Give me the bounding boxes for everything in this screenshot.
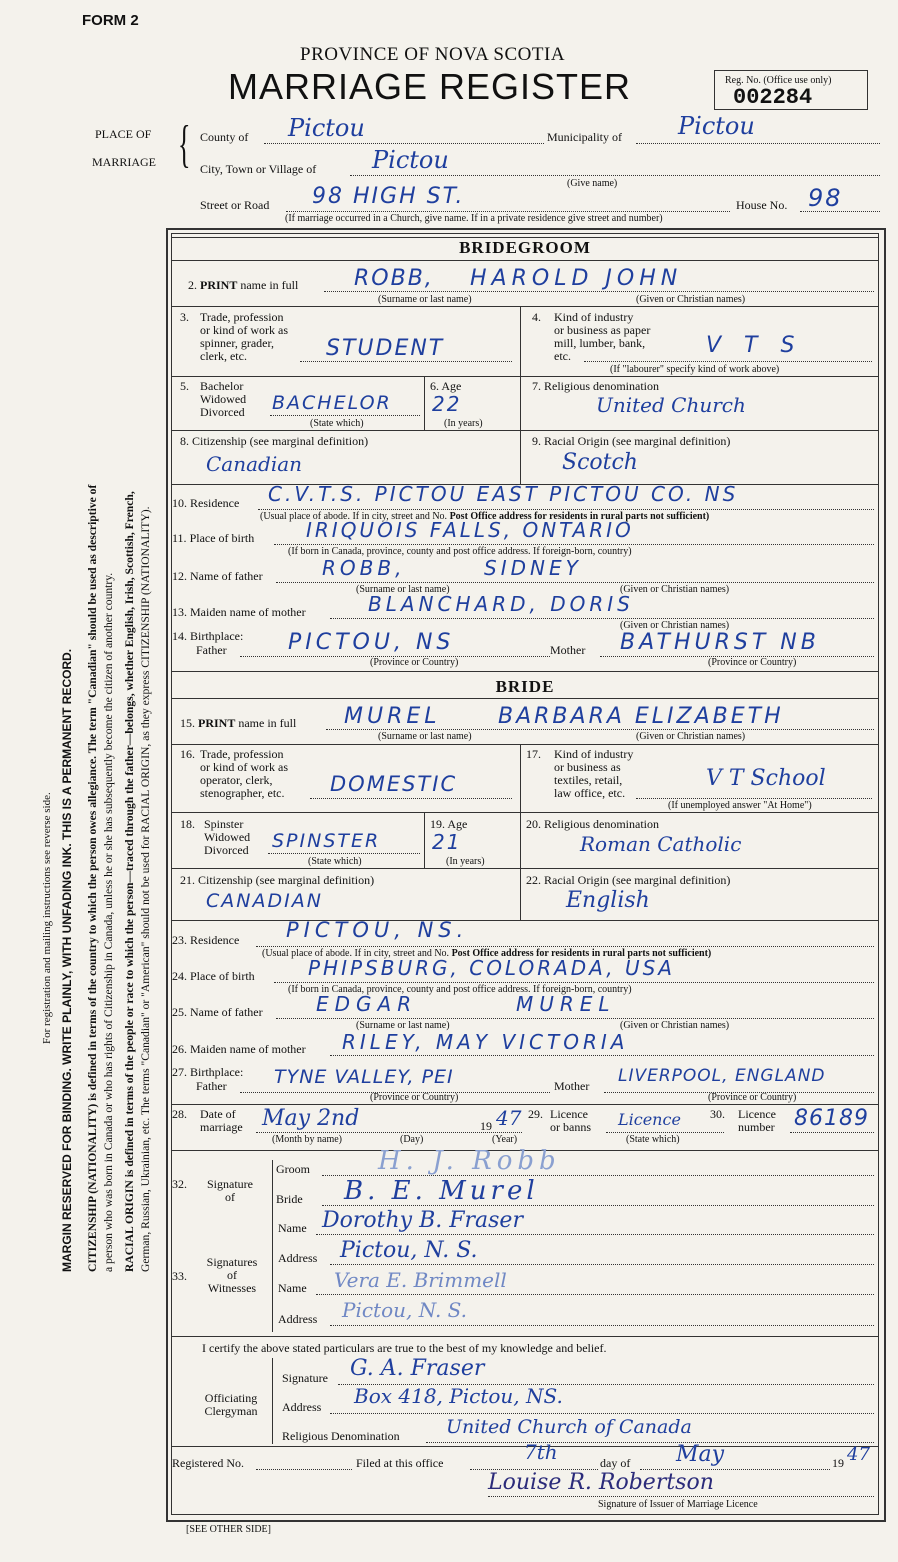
rule — [520, 868, 521, 920]
in-years-hint: (In years) — [446, 856, 485, 867]
groom-surname: ROBB, — [354, 266, 434, 291]
field-num: 23. — [172, 933, 187, 947]
birthplace-label: Place of birth — [189, 531, 255, 545]
industry-hint: (If "labourer" specify kind of work above) — [610, 364, 780, 375]
county-label: County of — [200, 130, 249, 144]
clergy-address: Box 418, Pictou, NS. — [354, 1384, 563, 1408]
father-label-2: Father — [196, 1079, 227, 1093]
registered-label: Registered No. — [172, 1456, 244, 1470]
bride-religion: Roman Catholic — [580, 832, 742, 856]
province-hint: (Province or Country) — [370, 657, 459, 668]
state-which-hint: (State which) — [308, 856, 362, 867]
rule — [172, 698, 878, 699]
bride-trade-label — [200, 748, 288, 800]
birthplace-hint: (If born in Canada, province, county and post office address. If foreign-born, country) — [288, 984, 632, 995]
given-hint: (Given or Christian names) — [620, 1020, 730, 1031]
groom-religion: United Church — [596, 393, 746, 417]
rule — [426, 1442, 874, 1443]
field-num: 10. — [172, 496, 187, 510]
field-num: 27. — [172, 1065, 187, 1079]
bride-father-birthplace: TYNE VALLEY, PEI — [274, 1066, 454, 1088]
rule — [520, 376, 521, 430]
day-hint: (Day) — [400, 1134, 424, 1145]
label-line: law office, etc. — [554, 786, 626, 800]
mother-label-2: Mother — [554, 1079, 590, 1093]
field-num: 7. — [532, 379, 541, 393]
label-line: Witnesses — [207, 1281, 257, 1295]
field-num: 3. — [180, 310, 189, 324]
field-num: 17. — [526, 747, 541, 761]
field-num: 26. — [172, 1042, 187, 1056]
rule — [330, 1413, 874, 1414]
unemployed-hint: (If unemployed answer "At Home") — [668, 800, 812, 811]
residence-hint-2: Post Office address for residents in rural parts not sufficient) — [451, 948, 712, 959]
bride-industry-label — [554, 748, 633, 800]
rule — [172, 1104, 878, 1105]
rule — [268, 853, 420, 854]
citizenship-label: Citizenship (see marginal definition) — [192, 434, 369, 448]
groom-trade-label — [200, 311, 288, 363]
licence-number: 86189 — [794, 1106, 869, 1131]
filed-year: 47 — [847, 1444, 870, 1465]
label-line: Kind of industry — [554, 747, 634, 761]
bride-industry: V T School — [706, 766, 826, 791]
given-hint: (Given or Christian names) — [620, 584, 730, 595]
field-num: 21. — [180, 873, 195, 887]
municipality-line — [636, 143, 880, 144]
parents-birthplace-label: Birthplace: — [190, 1065, 244, 1079]
given-hint: (Given or Christian names) — [636, 294, 746, 305]
clergy-denomination: United Church of Canada — [446, 1416, 692, 1438]
bride-racial: English — [566, 888, 650, 913]
birthplace-label: Place of birth — [190, 969, 255, 983]
label-line: Bachelor — [200, 379, 244, 393]
rule — [330, 1055, 874, 1056]
bride-citizenship: CANADIAN — [206, 890, 323, 912]
margin-line-4: a person who was born in Canada or who has rights of Citizenship in Canada, unless he or she has subsequently become the citizen of another country. — [102, 572, 115, 1272]
county-line — [264, 143, 544, 144]
groom-father-given: SIDNEY — [484, 556, 582, 580]
groom-racial: Scotch — [562, 450, 638, 475]
rule — [272, 1160, 273, 1218]
mother-label: Maiden name of mother — [190, 1042, 306, 1056]
denomination-label: Religious Denomination — [282, 1429, 400, 1443]
groom-industry-label — [554, 311, 650, 363]
rule — [256, 946, 874, 947]
margin-line-5: RACIAL ORIGIN is defined in terms of the people or race to which the person—traced through the father—belongs, whether English, Irish, Scottish, French, — [123, 491, 136, 1272]
year-prefix: 19 — [480, 1119, 492, 1133]
rule — [488, 1496, 874, 1497]
age-label: Age — [441, 379, 462, 393]
citizenship-label: Citizenship (see marginal definition) — [198, 873, 375, 887]
label-line: Divorced — [204, 843, 249, 857]
label-line: Officiating — [204, 1391, 258, 1405]
rule — [316, 1294, 874, 1295]
reg-no-label: Reg. No. (Office use only) — [725, 75, 832, 86]
rule — [258, 509, 874, 510]
field-num: 25. — [172, 1005, 187, 1019]
groom-name-line — [324, 291, 874, 292]
label-line: clerk, etc. — [200, 349, 247, 363]
rule — [172, 1336, 878, 1337]
marriage-date: May 2nd — [262, 1106, 360, 1131]
label-line: of — [227, 1268, 237, 1282]
label-line: Signature — [207, 1177, 253, 1191]
field-num: 22. — [526, 873, 541, 887]
surname-hint: (Surname or last name) — [378, 731, 472, 742]
municipality-value: Pictou — [678, 112, 755, 140]
label-line: etc. — [554, 349, 571, 363]
field-num: 24. — [172, 969, 187, 983]
rule — [172, 260, 878, 261]
label-line: or business as — [554, 760, 621, 774]
field-num: 33. — [172, 1269, 187, 1283]
residence-hint-2: Post Office address for residents in rural parts not sufficient) — [449, 511, 710, 522]
witness-address-label: Address — [278, 1312, 318, 1326]
father-label-2: Father — [196, 643, 227, 657]
licence-number-label — [738, 1108, 776, 1134]
field-num: 9. — [532, 434, 541, 448]
rule — [316, 1234, 874, 1235]
clergy-address-label: Address — [282, 1400, 322, 1414]
residence-hint-1: (Usual place of abode. If in city, street and No. — [260, 511, 448, 522]
racial-label: Racial Origin (see marginal definition) — [544, 434, 731, 448]
reg-no-box — [714, 70, 868, 110]
field-num: 32. — [172, 1177, 187, 1191]
groom-father-surname: ROBB, — [322, 556, 406, 580]
religion-label: Religious denomination — [544, 817, 659, 831]
witness1-address: Pictou, N. S. — [340, 1238, 478, 1263]
rule — [272, 1218, 273, 1332]
label-line: Widowed — [204, 830, 251, 844]
rule — [274, 544, 874, 545]
bridegroom-heading: BRIDEGROOM — [459, 238, 591, 257]
margin-line-3: CITIZENSHIP (NATIONALITY) is defined in terms of the country to which the person owes allegiance. The term "Canadian" should be used as descriptive of — [86, 484, 99, 1272]
bride-label: Bride — [276, 1192, 303, 1206]
groom-trade: STUDENT — [326, 336, 445, 361]
bride-age: 21 — [432, 830, 462, 854]
label-line: or kind of work as — [200, 323, 288, 337]
bride-surname: MUREL — [344, 704, 441, 729]
rule — [276, 582, 874, 583]
house-value: 98 — [808, 184, 843, 212]
age-label: Age — [447, 817, 468, 831]
street-label: Street or Road — [200, 198, 270, 212]
bride-father-given: EDGAR — [316, 992, 418, 1016]
bride-mother-birthplace: LIVERPOOL, ENGLAND — [618, 1066, 826, 1086]
place-brace: { — [178, 116, 191, 173]
rule — [310, 798, 512, 799]
signature-of-label — [198, 1178, 262, 1204]
rule — [172, 306, 878, 307]
groom-status: BACHELOR — [272, 392, 392, 414]
province-hint: (Province or Country) — [708, 657, 797, 668]
reg-no-value: 002284 — [733, 85, 813, 110]
in-years-hint: (In years) — [444, 418, 483, 429]
father-label: Name of father — [190, 1005, 263, 1019]
form-label: FORM 2 — [82, 12, 139, 29]
rule — [272, 1358, 273, 1444]
rule — [300, 361, 512, 362]
groom-mother: BLANCHARD, DORIS — [368, 592, 634, 616]
name-in-full-label: name in full — [240, 278, 299, 292]
filed-month: May — [676, 1442, 725, 1467]
bride-signature: B. E. Murel — [344, 1176, 539, 1206]
field-num: 6. — [430, 379, 439, 393]
groom-label: Groom — [276, 1162, 310, 1176]
rule — [520, 812, 521, 868]
label-line: textiles, retail, — [554, 773, 623, 787]
label-line: of — [225, 1190, 235, 1204]
groom-father-birthplace: PICTOU, NS — [288, 630, 455, 655]
year-hint: (Year) — [492, 1134, 518, 1145]
month-hint: (Month by name) — [272, 1134, 342, 1145]
rule — [790, 1132, 874, 1133]
field-num: 8. — [180, 434, 189, 448]
place-label-2: MARRIAGE — [92, 155, 157, 169]
label-line: Trade, profession — [200, 747, 284, 761]
licence-type-label — [550, 1108, 591, 1134]
licence-type: Licence — [618, 1110, 681, 1129]
field-num: 16. — [180, 747, 195, 761]
field-num: 19. — [430, 817, 445, 831]
field-num: 15. — [180, 716, 195, 730]
state-which-hint: (State which) — [626, 1134, 680, 1145]
label-line: Divorced — [200, 405, 245, 419]
margin-line-2: MARGIN RESERVED FOR BINDING. WRITE PLAINLY, WITH UNFADING INK. THIS IS A PERMANENT RECORD. — [60, 648, 74, 1272]
field-num: 2. — [188, 278, 197, 292]
label-line: marriage — [200, 1120, 243, 1134]
groom-signature: H. J. Robb — [378, 1146, 561, 1176]
groom-age: 22 — [432, 392, 462, 416]
father-label: Name of father — [190, 569, 263, 583]
given-hint: (Given or Christian names) — [620, 620, 730, 631]
house-label: House No. — [736, 198, 788, 212]
bride-given: BARBARA ELIZABETH — [498, 704, 784, 729]
parents-birthplace-label: Birthplace: — [190, 629, 244, 643]
surname-hint: (Surname or last name) — [356, 584, 450, 595]
birthplace-hint: (If born in Canada, province, county and post office address. If foreign-born, country) — [288, 546, 632, 557]
rule — [636, 798, 872, 799]
issuer-signature: Louise R. Robertson — [488, 1470, 714, 1495]
witness2-name: Vera E. Brimmell — [334, 1268, 507, 1292]
city-value: Pictou — [372, 146, 449, 174]
rule — [326, 729, 874, 730]
witnesses-label — [196, 1256, 268, 1295]
label-line: Licence — [550, 1107, 588, 1121]
label-line: Date of — [200, 1107, 236, 1121]
rule — [424, 812, 425, 868]
certify-text: I certify the above stated particulars are true to the best of my knowledge and belief. — [202, 1341, 607, 1355]
label-line: or banns — [550, 1120, 591, 1134]
label-line: Spinster — [204, 817, 244, 831]
residence-hint-1: (Usual place of abode. If in city, street and No. — [262, 948, 450, 959]
label-line: Clergyman — [204, 1404, 258, 1418]
label-line: spinner, grader, — [200, 336, 275, 350]
groom-residence: C.V.T.S. PICTOU EAST PICTOU CO. NS — [268, 482, 739, 506]
field-num: 18. — [180, 817, 195, 831]
give-name-hint: (Give name) — [567, 178, 618, 189]
filed-day: 7th — [524, 1440, 558, 1464]
city-label: City, Town or Village of — [200, 162, 317, 176]
field-num: 14. — [172, 629, 187, 643]
rule — [270, 415, 420, 416]
filed-label: Filed at this office — [356, 1456, 444, 1470]
marriage-year: 47 — [496, 1106, 522, 1130]
groom-birthplace: IRIQUOIS FALLS, ONTARIO — [306, 518, 634, 542]
province-heading: PROVINCE OF NOVA SCOTIA — [300, 44, 566, 65]
rule — [330, 1264, 874, 1265]
label-line: number — [738, 1120, 775, 1134]
label-line: Trade, profession — [200, 310, 284, 324]
mother-label-2: Mother — [550, 643, 586, 657]
rule — [330, 618, 874, 619]
groom-mother-birthplace: BATHURST NB — [620, 630, 820, 655]
mother-label: Maiden name of mother — [190, 605, 306, 619]
county-value: Pictou — [288, 114, 365, 142]
field-num: 5. — [180, 379, 189, 393]
street-line — [286, 211, 730, 212]
field-num: 11. — [172, 531, 187, 545]
place-note: (If marriage occurred in a Church, give name. If in a private residence give street and number) — [285, 213, 663, 224]
rule — [606, 1132, 724, 1133]
bride-residence: PICTOU, NS. — [286, 918, 469, 942]
field-num: 20. — [526, 817, 541, 831]
witness-name-label: Name — [278, 1281, 307, 1295]
margin-line-1: For registration and mailing instructions see reverse side. — [41, 792, 53, 1044]
rule — [520, 744, 521, 812]
witness-name-label: Name — [278, 1221, 307, 1235]
label-line: stenographer, etc. — [200, 786, 285, 800]
label-line: mill, lumber, bank, — [554, 336, 646, 350]
rule — [172, 376, 878, 377]
state-which-hint: (State which) — [310, 418, 364, 429]
see-other-side: [SEE OTHER SIDE] — [186, 1524, 271, 1535]
rule — [584, 361, 872, 362]
place-label: PLACE OF — [95, 127, 152, 141]
field-num: 30. — [710, 1107, 725, 1121]
rule — [172, 868, 878, 869]
clergy-signature: G. A. Fraser — [350, 1356, 485, 1381]
rule — [172, 812, 878, 813]
rule — [520, 430, 521, 484]
residence-label: Residence — [190, 933, 240, 947]
witness-address-label: Address — [278, 1251, 318, 1265]
street-value: 98 HIGH ST. — [312, 184, 465, 209]
bride-father-surname: MUREL — [516, 992, 616, 1016]
rule — [256, 1469, 352, 1470]
bride-birthplace: PHIPSBURG, COLORADA, USA — [308, 956, 675, 980]
bride-heading: BRIDE — [495, 677, 555, 696]
name-in-full-label: name in full — [238, 716, 297, 730]
date-label — [200, 1108, 243, 1134]
field-num: 12. — [172, 569, 187, 583]
bride-trade: DOMESTIC — [330, 772, 458, 796]
rule — [274, 982, 874, 983]
municipality-label: Municipality of — [547, 130, 622, 144]
groom-citizenship: Canadian — [206, 452, 303, 476]
field-num: 29. — [528, 1107, 543, 1121]
surname-hint: (Surname or last name) — [356, 1020, 450, 1031]
bride-status: SPINSTER — [272, 830, 381, 852]
print-label: PRINT — [200, 278, 238, 292]
rule — [172, 430, 878, 431]
rule — [172, 744, 878, 745]
groom-industry: V T S — [706, 333, 803, 358]
rule — [424, 376, 425, 430]
label-line: Signatures — [206, 1255, 258, 1269]
field-num: 13. — [172, 605, 187, 619]
rule — [330, 1325, 874, 1326]
witness1-name: Dorothy B. Fraser — [322, 1208, 523, 1233]
surname-hint: (Surname or last name) — [378, 294, 472, 305]
field-num: 4. — [532, 310, 541, 324]
bride-mother: RILEY, MAY VICTORIA — [342, 1030, 629, 1054]
witness2-address: Pictou, N. S. — [342, 1298, 468, 1322]
province-hint: (Province or Country) — [370, 1092, 459, 1103]
label-line: Kind of industry — [554, 310, 634, 324]
label-line: Widowed — [200, 392, 247, 406]
rule — [172, 920, 878, 921]
religion-label: Religious denomination — [544, 379, 659, 393]
city-line — [350, 175, 880, 176]
rule — [172, 671, 878, 672]
print-label: PRINT — [198, 716, 236, 730]
day-of-label: day of — [600, 1456, 631, 1470]
groom-status-label — [200, 380, 246, 419]
bride-status-label — [204, 818, 250, 857]
margin-line-6: German, Russian, Ukrainian, etc. The terms "Canadian" or "American" should not be used for RACIAL ORIGIN, as they express CITIZENSHIP (NATIONALITY). — [139, 506, 152, 1272]
clergyman-label — [194, 1392, 268, 1418]
page-title: MARRIAGE REGISTER — [228, 66, 632, 107]
label-line: operator, clerk, — [200, 773, 273, 787]
issuer-label: Signature of Issuer of Marriage Licence — [598, 1499, 758, 1510]
province-hint: (Province or Country) — [708, 1092, 797, 1103]
label-line: or business as paper — [554, 323, 651, 337]
residence-label: Residence — [190, 496, 240, 510]
groom-given: HAROLD JOHN — [470, 266, 683, 291]
label-line: Licence — [738, 1107, 776, 1121]
rule — [520, 306, 521, 376]
field-num: 28. — [172, 1107, 187, 1121]
racial-label: Racial Origin (see marginal definition) — [544, 873, 731, 887]
given-hint: (Given or Christian names) — [636, 731, 746, 742]
year-prefix: 19 — [832, 1456, 844, 1470]
rule — [276, 1018, 874, 1019]
label-line: or kind of work as — [200, 760, 288, 774]
clergy-signature-label: Signature — [282, 1371, 328, 1385]
